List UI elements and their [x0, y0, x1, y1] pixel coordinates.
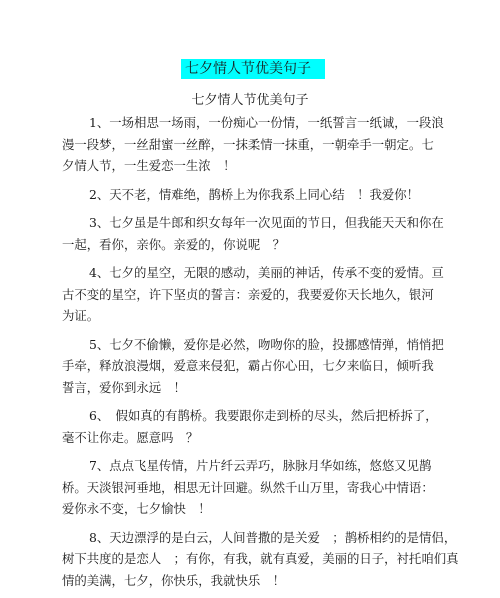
- paragraph-line: 誓言，爱你到永远 ！: [62, 379, 186, 395]
- paragraph-line: 情的美满，七夕，你快乐，我就快乐 ！: [62, 572, 286, 588]
- paragraph-line: 2、天不老，情难绝，鹊桥上为你我系上同心结 ！我爱你！: [89, 186, 420, 202]
- paragraph-line: 手牵，释放浪漫烟，爱意来侵犯，霸占你心田，七夕来临日，倾听我: [62, 358, 434, 373]
- paragraph: [62, 262, 444, 327]
- paragraph-line: 漫一段梦，一丝甜蜜一丝醉，一抹柔情一抹重，一朝牵手一朝定。七: [62, 136, 434, 152]
- paragraph-line: 8、天边漂浮的是白云，人间普撒的是关爱 ；鹊桥相约的是情侣，: [89, 529, 457, 545]
- paragraph: [62, 455, 434, 520]
- paragraph-line: 6、 假如真的有鹊桥。我要跟你走到桥的尽头，然后把桥拆了，: [89, 408, 438, 423]
- paragraph-line: 为证。: [62, 308, 100, 323]
- paragraph-line: 毫不让你走。愿意吗 ？: [62, 429, 199, 445]
- paragraph: [62, 184, 420, 206]
- paragraph-line: 桥。天淡银河垂地，相思无计回避。纵然千山万里，寄我心中情语：: [62, 479, 434, 495]
- paragraph-line: 7、点点飞星传情，片片纤云弄巧，脉脉月华如练，悠悠又见鹊: [89, 458, 432, 473]
- paragraph: [62, 212, 444, 255]
- paragraph-line: 5、七夕不偷懒，爱你是必然，吻吻你的脸，投挪感情弹，悄悄把: [89, 336, 444, 352]
- paragraph: [62, 334, 444, 399]
- document-title: 七夕情人节优美句子: [181, 59, 325, 79]
- paragraph-line: 3、七夕虽是牛郎和织女每年一次见面的节日，但我能天天和你在: [89, 215, 444, 230]
- paragraph-line: 树下共度的是恋人 ；有你，有我，就有真爱，美丽的日子，衬托咱们真: [62, 551, 459, 566]
- paragraph-line: 古不变的星空，许下坚贞的誓言：亲爱的，我要爱你天长地久，银河: [62, 286, 434, 302]
- paragraph: [62, 112, 444, 177]
- paragraph-line: 4、七夕的星空，无限的感动，美丽的神话，传承不变的爱情。亘: [89, 265, 444, 280]
- paragraph-line: 爱你永不变，七夕愉快 ！: [62, 501, 211, 516]
- title-row: [0, 58, 500, 79]
- paragraph-line: 1、一场相思一场雨，一份痴心一份情，一纸誓言一纸诚，一段浪: [89, 115, 444, 130]
- paragraph: [62, 527, 459, 592]
- paragraph-line: 一起，看你，亲你。亲爱的，你说呢 ？: [62, 236, 286, 252]
- document-subtitle: 七夕情人节优美句子: [191, 93, 309, 108]
- paragraph: [62, 405, 438, 448]
- document-body: [62, 112, 459, 598]
- paragraph-line: 夕情人节，一生爱恋一生浓 ！: [62, 158, 236, 173]
